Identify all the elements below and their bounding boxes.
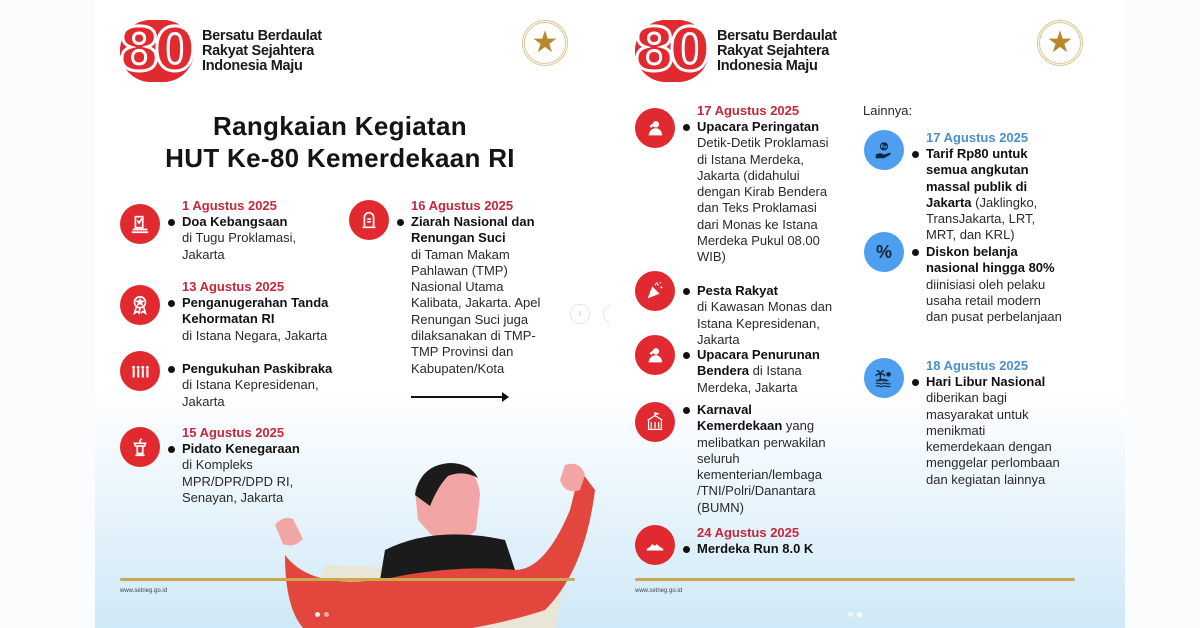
event-detail: di Istana Merdeka, Jakarta	[697, 363, 802, 395]
event-item	[635, 335, 845, 396]
slide-1	[95, 0, 610, 628]
star-emblem-icon: ★	[522, 20, 568, 66]
event-title: Upacara Peringatan	[697, 119, 820, 134]
event-body	[912, 358, 1062, 488]
logo-80-number: 80	[635, 20, 709, 82]
event-detail: di Taman Makam Pahlawan (TMP) Nasional Utama Kalibata, Jakarta. Apel Renungan Suci juga dilaksanakan di TMP-TMP Provinsi dan Kabupaten/Kota	[411, 246, 541, 376]
event-description	[182, 214, 320, 263]
event-description	[411, 214, 547, 377]
event-description	[697, 402, 833, 516]
event-date: 15 Agustus 2025	[182, 425, 285, 440]
carnival-tent-icon	[635, 402, 675, 442]
event-detail: yang melibatkan perwakilan seluruh kementerian/lembaga /TNI/Polri/Danantara (BUMN)	[697, 418, 826, 515]
event-description	[697, 541, 813, 557]
salute-icon	[635, 108, 675, 148]
next-slide-button[interactable]: ›	[570, 304, 590, 324]
salute-icon	[635, 335, 675, 375]
event-title: Merdeka Run 8.0 K	[697, 541, 814, 556]
tagline-line: Rakyat Sejahtera	[717, 42, 830, 59]
event-body	[683, 402, 833, 516]
event-item	[349, 198, 549, 377]
continue-arrow-icon	[411, 396, 507, 398]
tagline-line: Rakyat Sejahtera	[202, 42, 315, 59]
other-item	[864, 232, 1069, 325]
event-description	[697, 347, 833, 396]
tomb-icon	[349, 200, 389, 240]
dot[interactable]	[848, 612, 853, 617]
event-body	[168, 279, 335, 344]
tagline-line: Bersatu Berdaulat	[202, 27, 322, 44]
other-item	[864, 358, 1069, 488]
dot-active[interactable]	[315, 612, 320, 617]
event-title: Pidato Kenegaraan	[182, 441, 300, 456]
event-date: 16 Agustus 2025	[411, 198, 514, 213]
footer-url: www.setneg.go.id	[635, 588, 683, 594]
event-title: Karnaval Kemerdekaan	[697, 402, 783, 434]
dot-active[interactable]	[857, 612, 862, 617]
event-date: 17 Agustus 2025	[697, 103, 800, 118]
event-body	[683, 525, 813, 565]
event-date: 18 Agustus 2025	[926, 358, 1029, 373]
event-detail: di Istana Negara, Jakarta	[182, 327, 328, 343]
event-item	[635, 402, 845, 516]
title-line-1: Rangkaian Kegiatan	[213, 111, 467, 141]
event-title: Diskon belanja nasional hingga 80%	[926, 244, 1055, 276]
event-description	[182, 361, 335, 410]
slide-2	[610, 0, 1125, 628]
event-title: Ziarah Nasional dan Renungan Suci	[411, 214, 535, 246]
tagline-line: Bersatu Berdaulat	[717, 27, 837, 44]
event-item	[120, 351, 335, 410]
event-description	[182, 295, 335, 344]
event-title: Upacara Penurunan Bendera	[697, 347, 820, 379]
event-body	[168, 351, 335, 410]
event-detail: di Kawasan Monas dan Istana Kepresidenan, Jakarta	[697, 299, 833, 347]
podium-icon	[120, 427, 160, 467]
logo-80-number: 80	[120, 20, 194, 82]
slide-indicator-dots[interactable]	[848, 612, 862, 617]
gold-divider	[635, 578, 1075, 581]
event-date: 17 Agustus 2025	[926, 130, 1029, 145]
event-body	[683, 335, 833, 396]
rupiah-hand-icon	[864, 130, 904, 170]
event-title: Tarif Rp80 untuk semua angkutan massal publik di Jakarta	[926, 146, 1029, 210]
star-emblem-icon: ★	[1037, 20, 1083, 66]
svg-text:Rp: Rp	[880, 145, 888, 151]
event-date: 1 Agustus 2025	[182, 198, 277, 213]
event-detail: (Jaklingko, TransJakarta, LRT, MRT, dan KRL)	[926, 194, 1038, 243]
event-item	[635, 103, 845, 266]
event-item	[120, 279, 335, 344]
group-people-icon	[120, 351, 160, 391]
party-popper-icon	[635, 271, 675, 311]
event-body	[683, 103, 833, 266]
event-body	[397, 198, 547, 377]
dot[interactable]	[324, 612, 329, 617]
gold-divider	[120, 578, 575, 581]
other-item	[864, 130, 1069, 244]
event-detail: diinisiasi oleh pelaku usaha retail modern dan pusat perbelanjaan	[926, 276, 1062, 325]
slide-indicator-dots[interactable]	[315, 612, 329, 617]
event-title: Doa Kebangsaan	[182, 214, 288, 229]
event-detail: diberikan bagi masyarakat untuk menikmati kemerdekaan dengan menggelar perlombaan dan kegiatan lainnya	[926, 390, 1060, 487]
logo-tagline	[717, 29, 837, 74]
event-item	[635, 525, 845, 565]
event-description	[926, 146, 1062, 244]
logo-80	[633, 15, 837, 85]
monument-icon	[120, 204, 160, 244]
tagline-line: Indonesia Maju	[717, 57, 818, 74]
island-beach-icon	[864, 358, 904, 398]
event-title: Pengukuhan Paskibraka	[182, 361, 333, 376]
event-title: Hari Libur Nasional	[926, 374, 1046, 389]
event-detail: di Istana Kepresidenan, Jakarta	[182, 377, 319, 409]
event-title: Penganugerahan Tanda Kehormatan RI	[182, 295, 329, 327]
percent-icon: %	[864, 232, 904, 272]
award-icon	[120, 285, 160, 325]
event-body	[912, 130, 1062, 244]
event-item	[120, 198, 320, 263]
running-shoe-icon	[635, 525, 675, 565]
event-title: Pesta Rakyat	[697, 283, 778, 298]
flag-man-illustration	[265, 455, 605, 628]
title-line-2: HUT Ke-80 Kemerdekaan RI	[165, 143, 515, 173]
footer-url: www.setneg.go.id	[120, 588, 168, 594]
event-detail: Detik-Detik Proklamasi di Istana Merdeka, Jakarta (didahului dengan Kirab Bendera dan Teks Proklamasi dari Monas ke Istana Merdeka Pukul 08.00 WIB)	[697, 135, 829, 265]
tagline-line: Indonesia Maju	[202, 57, 303, 74]
logo-80	[118, 15, 322, 85]
event-body	[912, 232, 1062, 325]
event-description	[926, 374, 1062, 488]
page-title	[95, 110, 585, 174]
event-date: 24 Agustus 2025	[697, 525, 800, 540]
others-label: Lainnya:	[863, 103, 913, 118]
event-detail: di Tugu Proklamasi, Jakarta	[182, 230, 297, 262]
event-detail: di Kompleks MPR/DPR/DPD RI, Senayan, Jakarta	[182, 457, 294, 505]
event-date: 13 Agustus 2025	[182, 279, 285, 294]
logo-tagline	[202, 29, 322, 74]
event-description	[926, 244, 1062, 325]
event-description	[697, 119, 833, 266]
event-body	[168, 198, 320, 263]
